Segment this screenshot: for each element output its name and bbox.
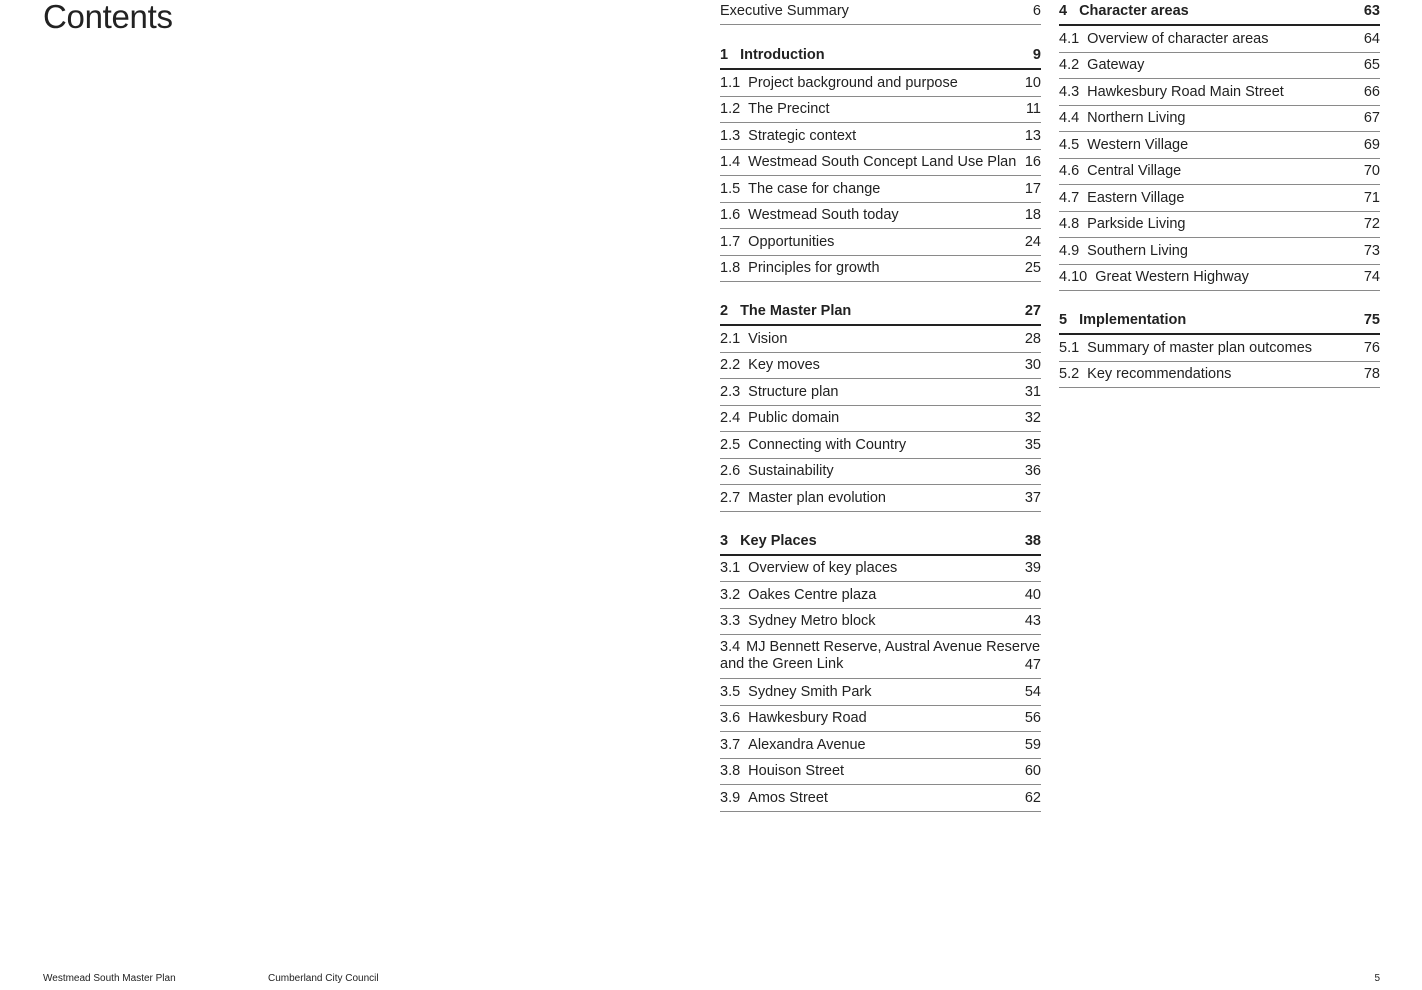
toc-section-heading[interactable]	[1059, 309, 1380, 335]
entry-page: 32	[1024, 410, 1041, 426]
entry-page: 25	[1024, 260, 1041, 276]
toc-entry[interactable]	[720, 70, 1041, 97]
entry-label: Sustainability	[748, 463, 834, 479]
entry-number: 4.6	[1059, 163, 1080, 179]
entry-page: 69	[1363, 136, 1380, 153]
footer-doc-title: Westmead South Master Plan	[43, 973, 176, 984]
toc-entry-page: 6	[1032, 3, 1041, 19]
entry-label: Great Western Highway	[1095, 269, 1249, 285]
entry-number: 4.5	[1059, 136, 1080, 153]
entry-number: 1.6	[720, 207, 741, 223]
entry-number: 2.5	[720, 436, 741, 453]
entry-label: Key moves	[748, 357, 820, 373]
entry-number: 5.2	[1059, 366, 1080, 382]
toc-entry-label: Executive Summary	[720, 3, 849, 19]
toc-column-left	[720, 0, 1041, 812]
toc-entry[interactable]	[1059, 335, 1380, 362]
entry-page: 37	[1024, 489, 1041, 506]
entry-number: 4.1	[1059, 30, 1080, 47]
entry-page: 74	[1363, 269, 1380, 285]
entry-label: Eastern Village	[1087, 189, 1185, 206]
toc-section-heading[interactable]	[720, 530, 1041, 556]
entry-number: 1.7	[720, 233, 741, 250]
toc-entry[interactable]	[720, 229, 1041, 256]
toc-entry[interactable]	[720, 706, 1041, 733]
entry-label: Hawkesbury Road Main Street	[1087, 83, 1284, 100]
toc-entry[interactable]	[720, 679, 1041, 706]
entry-page: 43	[1024, 613, 1041, 629]
toc-entry[interactable]	[720, 732, 1041, 759]
entry-label: Gateway	[1087, 57, 1145, 73]
entry-page: 47	[1024, 657, 1041, 673]
entry-page: 72	[1363, 216, 1380, 232]
section-title: Key Places	[740, 532, 817, 549]
entry-page: 13	[1024, 127, 1041, 144]
entry-page: 30	[1024, 357, 1041, 373]
entry-label: Sydney Smith Park	[748, 683, 872, 700]
entry-number: 4.10	[1059, 269, 1088, 285]
entry-label: Overview of key places	[748, 560, 898, 576]
entry-label: Opportunities	[748, 233, 835, 250]
toc-entry[interactable]	[1059, 53, 1380, 80]
entry-number: 5.1	[1059, 339, 1080, 356]
entry-number: 1.2	[720, 101, 741, 117]
toc-entry[interactable]	[720, 406, 1041, 433]
entry-number: 3.3	[720, 613, 741, 629]
entry-label: Westmead South Concept Land Use Plan	[748, 154, 1017, 170]
toc-entry[interactable]	[720, 485, 1041, 512]
entry-page: 16	[1024, 154, 1041, 170]
entry-page: 66	[1363, 83, 1380, 100]
section-page: 63	[1363, 3, 1380, 19]
entry-page: 67	[1363, 110, 1380, 126]
entry-label: Summary of master plan outcomes	[1087, 339, 1313, 356]
toc-section-heading[interactable]	[720, 44, 1041, 70]
toc-entry[interactable]	[1059, 79, 1380, 106]
toc-entry[interactable]	[720, 459, 1041, 486]
entry-label: MJ Bennett Reserve, Austral Avenue Reserve and the Green Link	[720, 639, 1041, 672]
entry-label: Vision	[748, 330, 788, 347]
entry-number: 2.3	[720, 383, 741, 400]
entry-page: 40	[1024, 586, 1041, 603]
entry-number: 3.9	[720, 789, 741, 806]
entry-label: Key recommendations	[1087, 366, 1232, 382]
toc-entry[interactable]	[720, 203, 1041, 230]
entry-page: 73	[1363, 242, 1380, 259]
toc-entry[interactable]	[720, 123, 1041, 150]
entry-page: 78	[1363, 366, 1380, 382]
section-number: 4	[1059, 3, 1068, 19]
entry-label: Houison Street	[748, 763, 845, 779]
toc-entry[interactable]	[720, 582, 1041, 609]
toc-entry[interactable]	[720, 353, 1041, 380]
entry-number: 4.8	[1059, 216, 1080, 232]
entry-label: Westmead South today	[748, 207, 899, 223]
entry-number: 2.1	[720, 330, 741, 347]
page-title: Contents	[43, 0, 173, 35]
entry-page: 17	[1024, 180, 1041, 197]
entry-number: 3.5	[720, 683, 741, 700]
toc-entry[interactable]	[1059, 212, 1380, 239]
section-title: Implementation	[1079, 312, 1187, 328]
entry-page: 31	[1024, 383, 1041, 400]
entry-number: 2.2	[720, 357, 741, 373]
toc-section-heading[interactable]	[1059, 0, 1380, 26]
entry-page: 70	[1363, 163, 1380, 179]
toc-entry[interactable]	[720, 97, 1041, 124]
toc-entry[interactable]	[1059, 265, 1380, 292]
toc-entry[interactable]	[1059, 26, 1380, 53]
entry-number: 2.7	[720, 489, 741, 506]
section-page: 75	[1363, 312, 1380, 328]
entry-number: 2.4	[720, 410, 741, 426]
toc-section-heading[interactable]	[720, 300, 1041, 326]
entry-page: 18	[1024, 207, 1041, 223]
footer-org: Cumberland City Council	[268, 973, 379, 984]
entry-label: Hawkesbury Road	[748, 710, 867, 726]
section-page: 9	[1032, 47, 1041, 63]
entry-label: Master plan evolution	[748, 489, 886, 506]
entry-page: 71	[1363, 189, 1380, 206]
toc-column-right	[1059, 0, 1380, 388]
toc-entry[interactable]	[1059, 185, 1380, 212]
entry-page: 35	[1024, 436, 1041, 453]
entry-page: 24	[1024, 233, 1041, 250]
toc-entry[interactable]	[720, 785, 1041, 812]
entry-label: Western Village	[1087, 136, 1189, 153]
section-title: Introduction	[740, 47, 825, 63]
entry-number: 3.8	[720, 763, 741, 779]
entry-number: 1.5	[720, 180, 741, 197]
entry-label: Oakes Centre plaza	[748, 586, 877, 603]
entry-page: 56	[1024, 710, 1041, 726]
toc-entry[interactable]	[720, 556, 1041, 583]
toc-entry[interactable]	[720, 432, 1041, 459]
entry-label: Principles for growth	[748, 260, 880, 276]
entry-label: Connecting with Country	[748, 436, 907, 453]
toc-entry[interactable]	[720, 635, 1041, 679]
toc-entry[interactable]	[720, 326, 1041, 353]
entry-number: 3.1	[720, 560, 741, 576]
entry-page: 10	[1024, 74, 1041, 91]
toc-entry[interactable]	[720, 759, 1041, 786]
toc-entry[interactable]	[1059, 362, 1380, 389]
toc-entry[interactable]	[720, 379, 1041, 406]
entry-label: Project background and purpose	[748, 74, 958, 91]
entry-page: 36	[1024, 463, 1041, 479]
entry-number: 1.4	[720, 154, 741, 170]
entry-page: 62	[1024, 789, 1041, 806]
footer-page-number: 5	[1374, 973, 1380, 984]
toc-entry[interactable]	[720, 150, 1041, 177]
entry-number: 4.2	[1059, 57, 1080, 73]
toc-entry[interactable]	[1059, 159, 1380, 186]
toc-entry[interactable]	[1059, 132, 1380, 159]
toc-entry[interactable]	[720, 609, 1041, 636]
section-number: 3	[720, 532, 729, 549]
entry-label: Structure plan	[748, 383, 839, 400]
toc-entry[interactable]	[1059, 106, 1380, 133]
entry-label: Overview of character areas	[1087, 30, 1269, 47]
entry-number: 2.6	[720, 463, 741, 479]
entry-label: Northern Living	[1087, 110, 1186, 126]
section-number: 2	[720, 303, 729, 319]
section-number: 5	[1059, 312, 1068, 328]
entry-page: 54	[1024, 683, 1041, 700]
entry-number: 3.4	[720, 639, 741, 655]
entry-page: 39	[1024, 560, 1041, 576]
entry-label: Parkside Living	[1087, 216, 1186, 232]
entry-page: 60	[1024, 763, 1041, 779]
entry-page: 65	[1363, 57, 1380, 73]
entry-number: 4.7	[1059, 189, 1080, 206]
section-page: 38	[1024, 532, 1041, 549]
entry-number: 1.8	[720, 260, 741, 276]
toc-entry[interactable]	[720, 176, 1041, 203]
entry-number: 4.4	[1059, 110, 1080, 126]
toc-entry-executive-summary[interactable]	[720, 0, 1041, 25]
entry-number: 1.3	[720, 127, 741, 144]
entry-label: Amos Street	[748, 789, 828, 806]
toc-entry[interactable]	[720, 256, 1041, 283]
entry-page: 28	[1024, 330, 1041, 347]
section-page: 27	[1024, 303, 1041, 319]
entry-label: Sydney Metro block	[748, 613, 876, 629]
entry-page: 76	[1363, 339, 1380, 356]
section-title: The Master Plan	[740, 303, 852, 319]
entry-number: 3.6	[720, 710, 741, 726]
entry-label: Central Village	[1087, 163, 1182, 179]
section-number: 1	[720, 47, 729, 63]
entry-page: 64	[1363, 30, 1380, 47]
entry-number: 1.1	[720, 74, 741, 91]
entry-label: Southern Living	[1087, 242, 1188, 259]
entry-page: 59	[1024, 736, 1041, 753]
entry-label: The Precinct	[748, 101, 830, 117]
entry-page: 11	[1025, 101, 1041, 117]
entry-label: Alexandra Avenue	[748, 736, 866, 753]
entry-number: 4.9	[1059, 242, 1080, 259]
entry-label: Public domain	[748, 410, 840, 426]
entry-number: 3.7	[720, 736, 741, 753]
entry-label: The case for change	[748, 180, 881, 197]
entry-number: 4.3	[1059, 83, 1080, 100]
toc-entry[interactable]	[1059, 238, 1380, 265]
section-title: Character areas	[1079, 3, 1189, 19]
entry-label: Strategic context	[748, 127, 857, 144]
entry-number: 3.2	[720, 586, 741, 603]
